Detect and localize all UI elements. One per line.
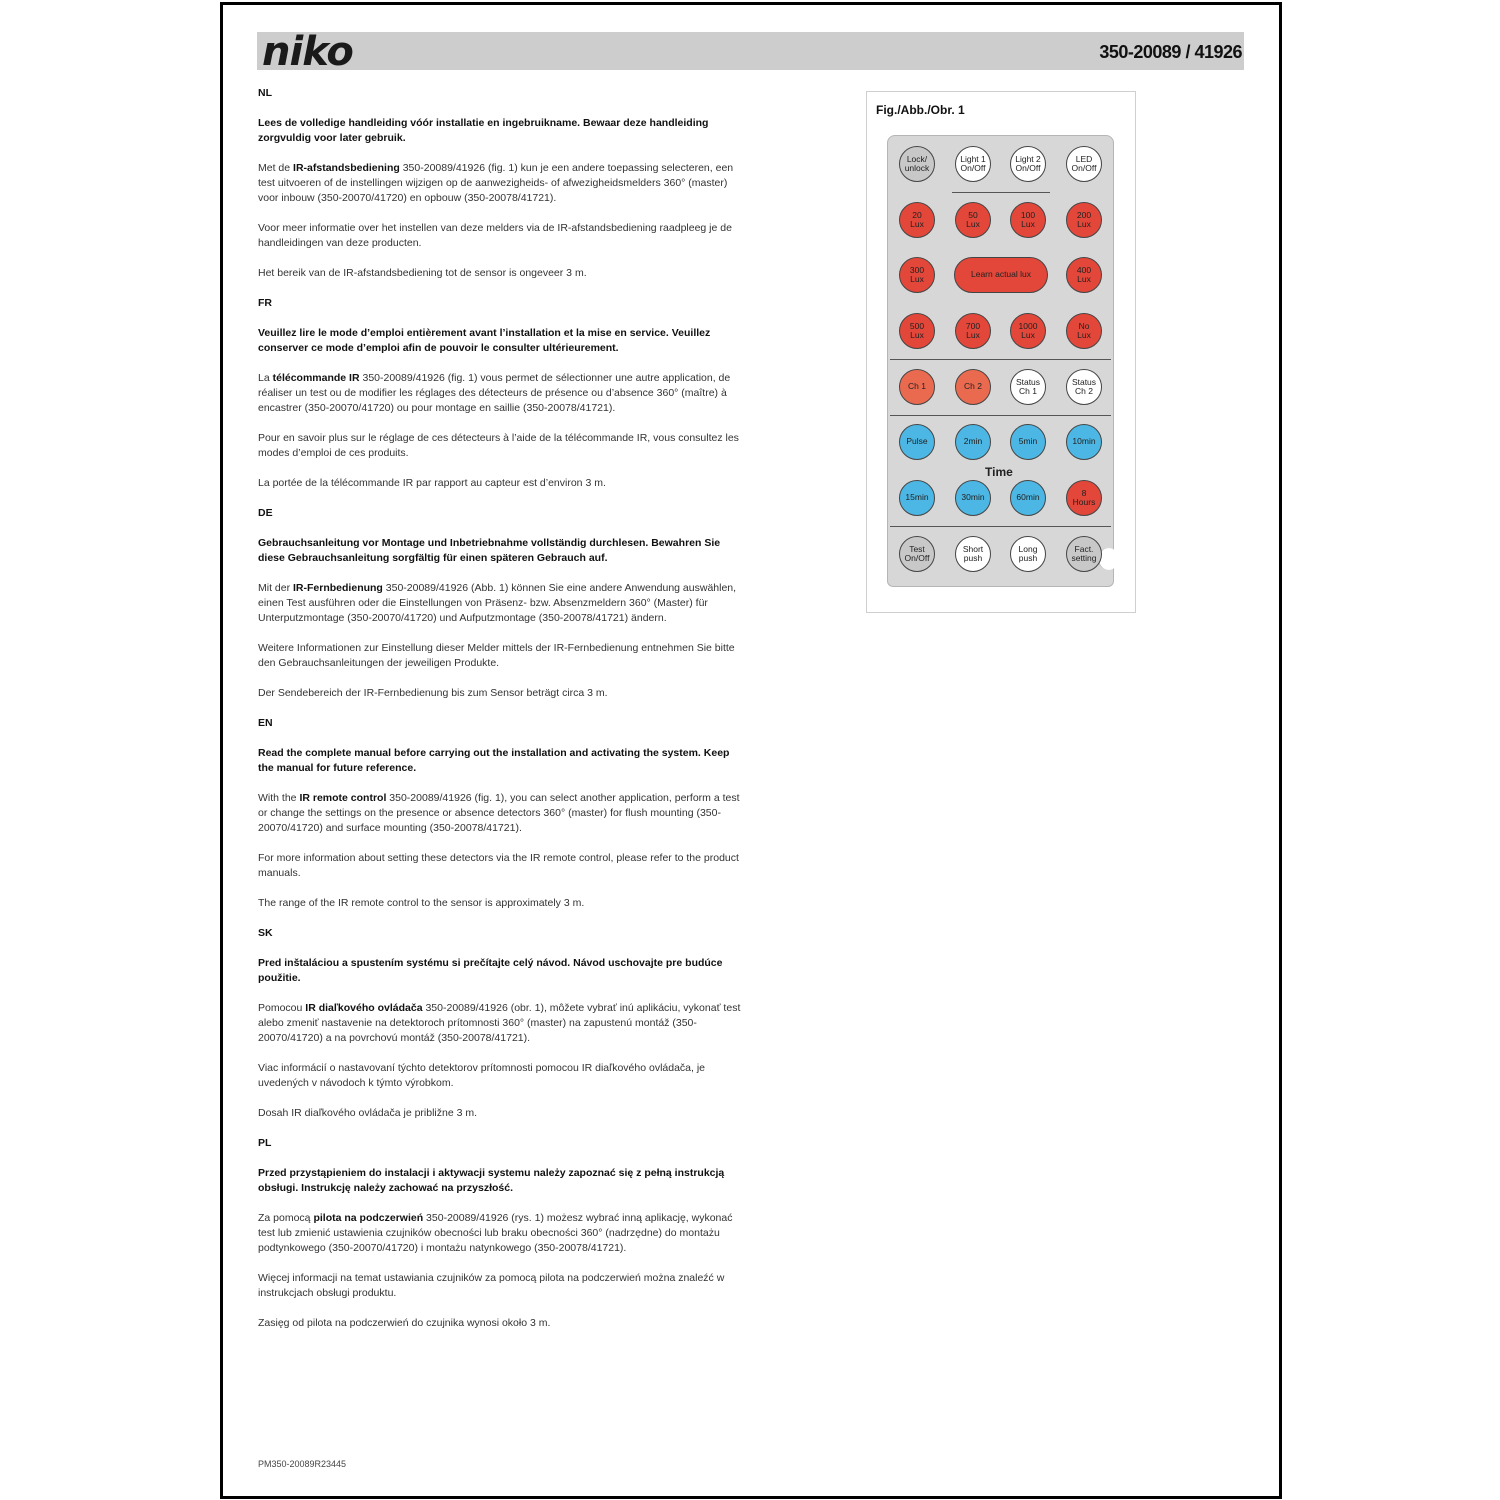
factory-setting-button [1066,536,1102,572]
lead-paragraph: Veuillez lire le mode d’emploi entièrement avant l’installation et la mise en service. Veuillez conserver ce mode d’emploi afin de pouvoir le consulter ultérieurement. [258,327,711,354]
button-label: 400 Lux [1076,264,1092,284]
separator [890,526,1111,527]
button-label: Light 2 On/Off [1015,153,1041,173]
channel-2-button [955,369,991,405]
button-label: 200 Lux [1076,209,1092,229]
intro-paragraph [258,161,748,206]
button-label: Ch 1 [908,381,926,392]
lead-paragraph: Przed przystąpieniem do instalacji i aktywacji systemu należy zapoznać się z pełną instrukcją obsługi. Instrukcję należy zachować na przyszłość. [258,1167,725,1194]
text-run: 350-20089/41926 (rys. 1) możesz wybrać inną aplikację, wykonać test lub zmienić ustawienia czujników obecności lub braku obecności 360° (nadrzędne) do montażu podtynkowego (350-20070/41720) i montażu natynkowego (350-20078/41721). [258,1212,733,1254]
lux-200-button [1066,202,1102,238]
button-label: Pulse [906,436,928,447]
text-run: Pomocou [258,1002,306,1014]
button-label: Test On/Off [904,543,930,563]
learn-actual-lux-button [954,257,1048,293]
button-label: Status Ch 1 [1015,376,1041,396]
channel-1-button [899,369,935,405]
button-label: No Lux [1077,320,1091,340]
test-onoff-button [899,536,935,572]
range-paragraph: Der Sendebereich der IR-Fernbedienung bis zum Sensor beträgt circa 3 m. [258,687,608,699]
long-push-button [1010,536,1046,572]
text-run: 350-20089/41926 (fig. 1) vous permet de sélectionner une autre application, de réaliser un test ou de modifier les réglages des détecteurs de présence ou d’absence 360° (maître) à encastrer (350-20070/41720) ou pour montage en saillie (350-20078/41721). [258,372,731,414]
button-label: 500 Lux [909,320,925,340]
figure-title: Fig./Abb./Obr. 1 [876,103,965,117]
button-label: Status Ch 2 [1071,376,1097,396]
language-heading: DE [258,507,273,519]
lux-300-button [899,257,935,293]
time-60min-button [1010,480,1046,516]
intro-paragraph [258,1211,748,1256]
product-name: IR diaľkového ovládača [305,1002,423,1014]
time-10min-button [1066,424,1102,460]
product-name: pilota na podczerwień [313,1212,424,1224]
lux-1000-button [1010,313,1046,349]
product-name: télécommande IR [272,372,360,384]
product-name: IR-afstandsbediening [293,162,400,174]
separator [890,415,1111,416]
text-run: Met de [258,162,294,174]
lead-paragraph: Gebrauchsanleitung vor Montage und Inbetriebnahme vollständig durchlesen. Bewahren Sie diese Gebrauchsanleitung sorgfältig für einen späteren Gebrauch auf. [258,537,721,564]
button-label: 8 Hours [1072,487,1096,507]
button-label: 100 Lux [1020,209,1036,229]
button-label: Fact. setting [1071,543,1097,563]
time-2min-button [955,424,991,460]
lead-paragraph: Pred inštaláciou a spustením systému si prečítajte celý návod. Návod uschovajte pre budúce použitie. [258,957,723,984]
language-heading: PL [258,1137,272,1149]
product-name: IR remote control [299,792,387,804]
time-30min-button [955,480,991,516]
button-label: 20 Lux [910,209,924,229]
button-label: 5min [1018,436,1038,447]
text-column [258,86,748,1346]
button-label: LED On/Off [1071,153,1097,173]
time-5min-button [1010,424,1046,460]
text-run: 350-20089/41926 (fig. 1), you can select another application, perform a test or change the settings on the presence or absence detectors 360° (master) for flush mounting (350-20070/41720) and surface mounting (350-20078/41721). [258,792,740,834]
intro-paragraph [258,791,748,836]
status-ch1-button [1010,369,1046,405]
intro-paragraph [258,371,748,416]
lead-paragraph: Lees de volledige handleiding vóór installatie en ingebruikname. Bewaar deze handleiding zorgvuldig voor later gebruik. [258,117,709,144]
separator [890,359,1111,360]
button-label: Light 1 On/Off [960,153,986,173]
document-code: 350-20089 / 41926 [1099,42,1242,62]
lux-50-button [955,202,991,238]
lux-700-button [955,313,991,349]
range-paragraph: The range of the IR remote control to the sensor is approximately 3 m. [258,897,585,909]
button-label: 60min [1016,492,1040,503]
language-heading: NL [258,87,272,99]
time-15min-button [899,480,935,516]
info-paragraph: Więcej informacji na temat ustawiania czujników za pomocą pilota na podczerwień można znaleźć w instrukcjach obsługi produktu. [258,1272,725,1299]
button-label: 2min [963,436,983,447]
light1-onoff-button [955,146,991,182]
lux-400-button [1066,257,1102,293]
button-label: Ch 2 [964,381,982,392]
text-run: La [258,372,273,384]
short-push-button [955,536,991,572]
button-label: Short push [962,543,984,563]
text-run: With the [258,792,300,804]
separator [952,192,1050,193]
footer-code: PM350-20089R23445 [258,1459,347,1469]
niko-logo: niko [262,29,353,75]
language-heading: EN [258,717,273,729]
info-paragraph: Viac informácií o nastavovaní týchto detektorov prítomnosti pomocou IR diaľkového ovládača, je uvedených v návodoch k týmto výrobkom. [258,1062,706,1089]
text-run: 350-20089/41926 (fig. 1) kun je een andere toepassing selecteren, een test uitvoeren of de instellingen wijzigen op de aanwezigheids- of afwezigheidsmelders 360° (master) voor inbouw (350-20070/41720) en opbouw (350-20078/41721). [258,162,734,204]
lux-100-button [1010,202,1046,238]
intro-paragraph [258,1001,748,1046]
range-paragraph: Het bereik van de IR-afstandsbediening tot de sensor is ongeveer 3 m. [258,267,587,279]
intro-paragraph [258,581,748,626]
button-label: 300 Lux [909,264,925,284]
info-paragraph: Voor meer informatie over het instellen van deze melders via de IR-afstandsbediening raadpleeg je de handleidingen van deze producten. [258,222,732,249]
time-8hours-button [1066,480,1102,516]
text-run: 350-20089/41926 (Abb. 1) können Sie eine andere Anwendung auswählen, einen Test ausführen oder die Einstellungen von Präsenz- bzw. Absenzmeldern 360° (Master) für Unterputzmontage (350-20070/41720) und Aufputzmontage (350-20078/41721) ändern. [258,582,737,624]
button-label: 10min [1072,436,1096,447]
lead-paragraph: Read the complete manual before carrying out the installation and activating the system. Keep the manual for future reference. [258,747,730,774]
button-label: 700 Lux [965,320,981,340]
button-label: 30min [961,492,985,503]
button-label: Learn actual lux [970,269,1031,280]
pulse-button [899,424,935,460]
light2-onoff-button [1010,146,1046,182]
lux-500-button [899,313,935,349]
range-paragraph: Dosah IR diaľkového ovládača je približne 3 m. [258,1107,478,1119]
lock-unlock-button [899,146,935,182]
button-label: Long push [1018,543,1038,563]
text-run: 350-20089/41926 (obr. 1), môžete vybrať inú aplikáciu, vykonať test alebo zmeniť nastavenie na detektoroch prítomnosti 360° (master) na zapustenú montáž (350-20070/41720) a na povrchovú montáž (350-20078/41721). [258,1002,741,1044]
text-run: Mit der [258,582,294,594]
status-ch2-button [1066,369,1102,405]
range-paragraph: La portée de la télécommande IR par rapport au capteur est d’environ 3 m. [258,477,606,489]
range-paragraph: Zasięg od pilota na podczerwień do czujnika wynosi około 3 m. [258,1317,551,1329]
no-lux-button [1066,313,1102,349]
info-paragraph: Pour en savoir plus sur le réglage de ces détecteurs à l’aide de la télécommande IR, vous consultez les modes d’emploi de ces produits. [258,432,739,459]
button-label: 1000 Lux [1018,320,1038,340]
product-name: IR-Fernbedienung [293,582,383,594]
info-paragraph: Weitere Informationen zur Einstellung dieser Melder mittels der IR-Fernbedienung entnehmen Sie bitte den Gebrauchsanleitungen der jeweiligen Produkte. [258,642,735,669]
time-label: Time [985,465,1013,479]
button-label: 50 Lux [966,209,980,229]
lux-20-button [899,202,935,238]
language-heading: SK [258,927,273,939]
language-heading: FR [258,297,272,309]
text-run: Za pomocą [258,1212,314,1224]
header-bar [257,32,1244,70]
button-label: 15min [905,492,929,503]
info-paragraph: For more information about setting these detectors via the IR remote control, please refer to the product manuals. [258,852,739,879]
led-onoff-button [1066,146,1102,182]
button-label: Lock/ unlock [904,153,930,173]
